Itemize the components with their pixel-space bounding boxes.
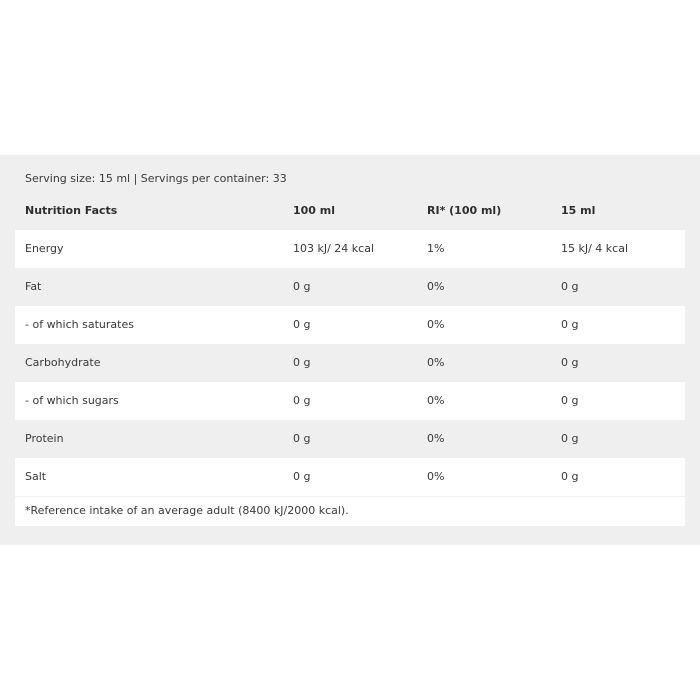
- value-per-serving: 0 g: [561, 356, 579, 369]
- nutrition-table: [15, 192, 685, 496]
- nutrient-name: - of which saturates: [25, 318, 134, 331]
- table-row: [15, 230, 685, 268]
- value-per-serving: 0 g: [561, 280, 579, 293]
- value-ri: 0%: [427, 318, 445, 331]
- header-nutrition-facts: Nutrition Facts: [25, 204, 118, 217]
- header-per-serving: 15 ml: [561, 204, 596, 217]
- reference-intake-footnote: *Reference intake of an average adult (8400 kJ/2000 kcal).: [25, 504, 349, 517]
- nutrient-name: - of which sugars: [25, 394, 119, 407]
- value-per-100ml: 0 g: [293, 394, 311, 407]
- nutrient-name: Energy: [25, 242, 64, 255]
- value-per-serving: 15 kJ/ 4 kcal: [561, 242, 629, 255]
- table-header-row: [15, 192, 685, 230]
- table-row: [15, 344, 685, 382]
- table-row: [15, 458, 685, 496]
- value-per-100ml: 0 g: [293, 470, 311, 483]
- nutrient-name: Protein: [25, 432, 64, 445]
- table-row: [15, 420, 685, 458]
- value-per-serving: 0 g: [561, 394, 579, 407]
- nutrient-name: Carbohydrate: [25, 356, 101, 369]
- value-per-100ml: 0 g: [293, 318, 311, 331]
- header-ri: RI* (100 ml): [427, 204, 502, 217]
- value-per-100ml: 0 g: [293, 356, 311, 369]
- header-per-100ml: 100 ml: [293, 204, 336, 217]
- value-ri: 0%: [427, 432, 445, 445]
- value-per-100ml: 103 kJ/ 24 kcal: [293, 242, 375, 255]
- table-row: [15, 306, 685, 344]
- footnote-row: [15, 497, 685, 526]
- value-per-100ml: 0 g: [293, 432, 311, 445]
- value-per-100ml: 0 g: [293, 280, 311, 293]
- value-ri: 0%: [427, 280, 445, 293]
- value-ri: 0%: [427, 356, 445, 369]
- value-per-serving: 0 g: [561, 318, 579, 331]
- nutrient-name: Fat: [25, 280, 42, 293]
- value-ri: 1%: [427, 242, 445, 255]
- table-row: [15, 382, 685, 420]
- table-row: [15, 268, 685, 306]
- value-ri: 0%: [427, 470, 445, 483]
- value-ri: 0%: [427, 394, 445, 407]
- serving-info: Serving size: 15 ml | Servings per container: 33: [25, 172, 287, 185]
- value-per-serving: 0 g: [561, 470, 579, 483]
- value-per-serving: 0 g: [561, 432, 579, 445]
- nutrient-name: Salt: [25, 470, 47, 483]
